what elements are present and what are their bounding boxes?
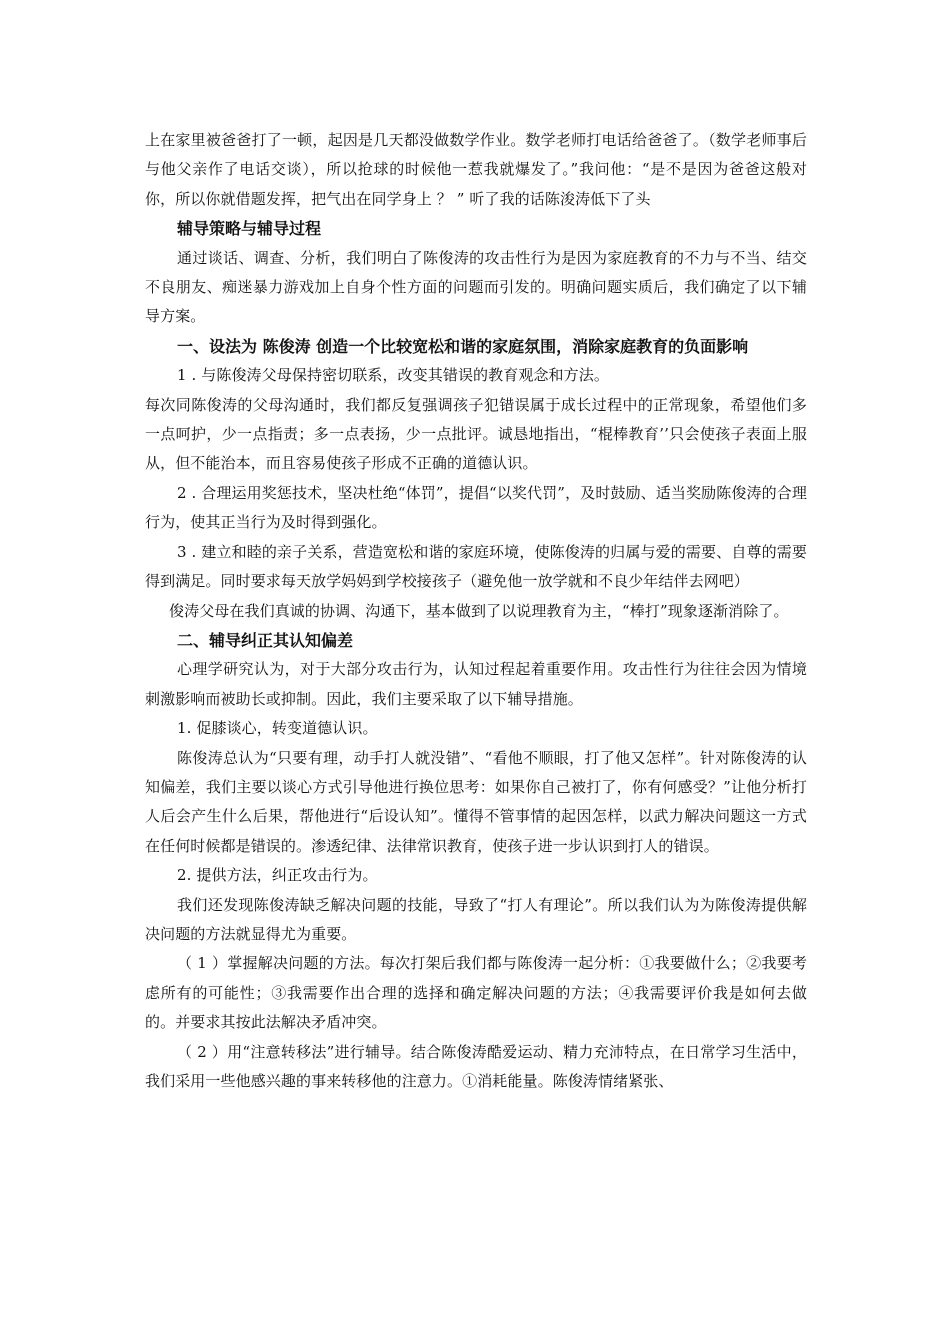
- section-heading: 二、辅导纠正其认知偏差: [177, 630, 354, 650]
- section-heading: 辅导策略与辅导过程: [177, 219, 322, 239]
- list-item: （ 2 ）用“注意转移法”进行辅导。结合陈俊涛酷爱运动、精力充沛特点，在日常学习生活中，我们采用一些他感兴趣的事来转移他的注意力。①消耗能量。陈俊涛情绪紧张、: [145, 1042, 807, 1090]
- paragraph: 我们还发现陈俊涛缺乏解决问题的技能，导致了“打人有理论”。所以我们认为为陈俊涛提供解决问题的方法就显得尤为重要。: [145, 895, 807, 943]
- document-body: [145, 126, 807, 1096]
- section-heading: 一、设法为 陈俊涛 创造一个比较宽松和谐的家庭氛围，消除家庭教育的负面影响: [177, 336, 749, 356]
- list-item: 2. 提供方法，纠正攻击行为。: [177, 866, 378, 885]
- list-item: 1. 促膝谈心，转变道德认识。: [177, 719, 378, 738]
- paragraph: 俊涛父母在我们真诚的协调、沟通下，基本做到了以说理教育为主，“棒打”现象逐渐消除了。: [169, 601, 789, 620]
- list-item: 1 . 与陈俊涛父母保持密切联系，改变其错误的教育观念和方法。: [177, 366, 609, 385]
- paragraph: 陈俊涛总认为“只要有理，动手打人就没错”、“看他不顺眼，打了他又怎样”。针对陈俊涛的认知偏差，我们主要以谈心方式引导他进行换位思考：如果你自己被打了，你有何感受？”让他分析打人后会产生什么后果，帮他进行“后设认知”。懂得不管事情的起因怎样，以武力解决问题这一方式在任何时候都是错误的。渗透纪律、法律常识教育，使孩子进一步认识到打人的错误。: [145, 748, 807, 855]
- paragraph: 上在家里被爸爸打了一顿，起因是几天都没做数学作业。数学老师打电话给爸爸了。（数学老师事后与他父亲作了电话交谈），所以抢球的时候他一惹我就爆发了。”我问他：“是不是因为爸爸这般对你，所以你就借题发挥，把气出在同学身上 ？ ” 听了我的话陈浚涛低下了头: [145, 131, 807, 208]
- list-item: 3 . 建立和睦的亲子关系，营造宽松和谐的家庭环境，使陈俊涛的归属与爱的需要、自尊的需要得到满足。同时要求每天放学妈妈到学校接孩子（避免他一放学就和不良少年结伴去网吧）: [145, 542, 807, 591]
- list-item: 2 . 合理运用奖惩技术，坚决杜绝“体罚”，提倡“以奖代罚”，及时鼓励、适当奖励陈俊涛的合理行为，使其正当行为及时得到强化。: [145, 483, 807, 532]
- list-item: （ 1 ）掌握解决问题的方法。每次打架后我们都与陈俊涛一起分析：①我要做什么；②我要考虑所有的可能性；③我需要作出合理的选择和确定解决问题的方法；④我需要评价我是如何去做的。并要求其按此法解决矛盾冲突。: [145, 954, 807, 1032]
- paragraph: 每次同陈俊涛的父母沟通时，我们都反复强调孩子犯错误属于成长过程中的正常现象，希望他们多一点呵护，少一点指责；多一点表扬，少一点批评。诚恳地指出，“棍棒教育’’只会使孩子表面上服从，但不能治本，而且容易使孩子形成不正确的道德认识。: [145, 395, 807, 473]
- paragraph: 通过谈话、调查、分析，我们明白了陈俊涛的攻击性行为是因为家庭教育的不力与不当、结交不良朋友、痴迷暴力游戏加上自身个性方面的问题而引发的。明确问题实质后，我们确定了以下辅导方案。: [145, 248, 807, 326]
- paragraph: 心理学研究认为，对于大部分攻击行为，认知过程起着重要作用。攻击性行为往往会因为情境刺激影响而被助长或抑制。因此，我们主要采取了以下辅导措施。: [145, 660, 807, 708]
